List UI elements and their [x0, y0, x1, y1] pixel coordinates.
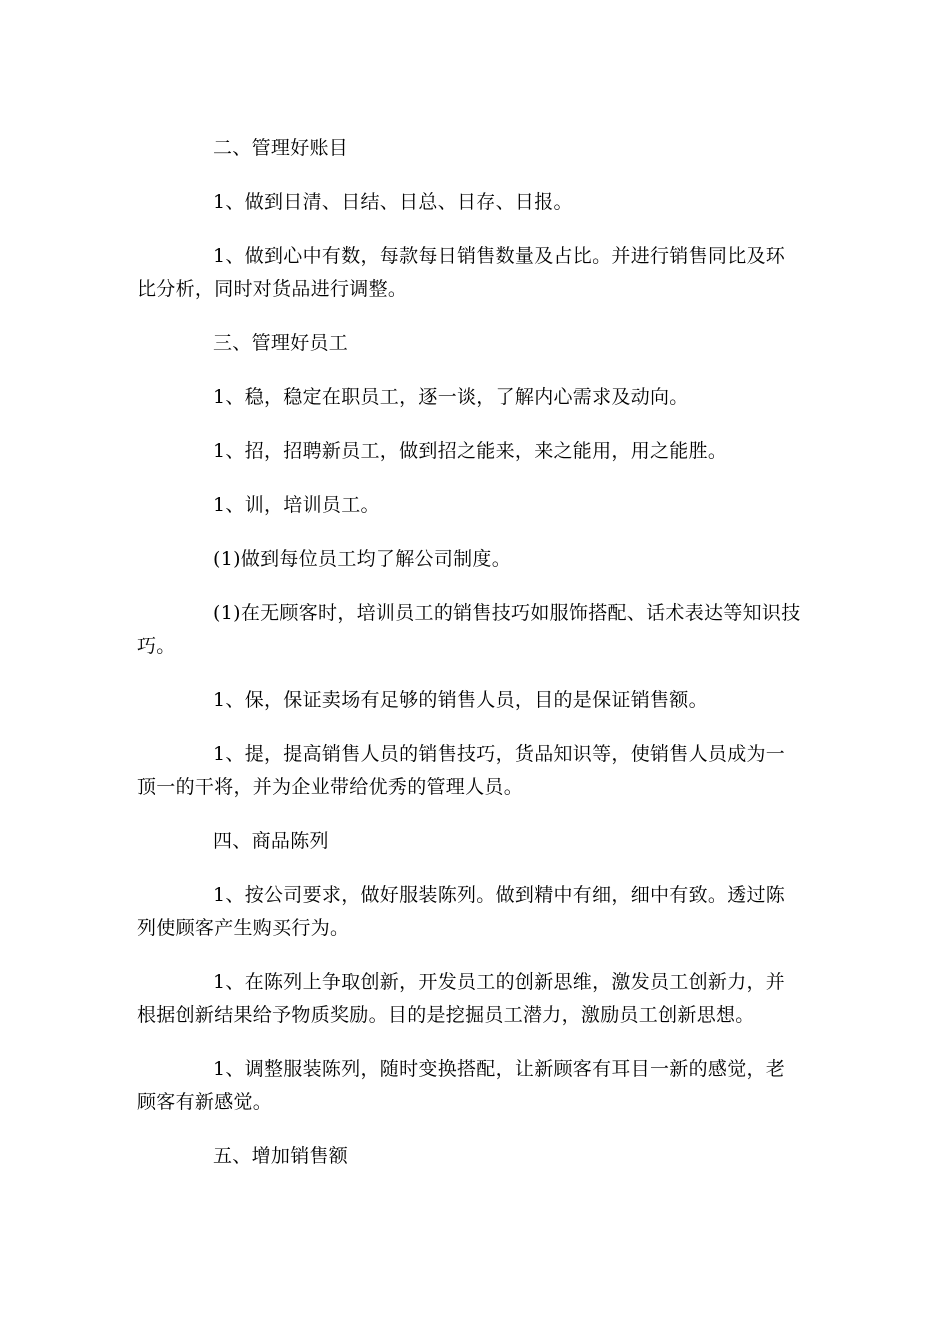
document-page	[137, 132, 803, 1194]
paragraph-sales-skills: (1)在无顾客时，培训员工的销售技巧如服饰搭配、话术表达等知识技巧。	[137, 602, 801, 657]
paragraph-display-requirements: 1、按公司要求，做好服装陈列。做到精中有细，细中有致。透过陈列使顾客产生购买行为。	[137, 884, 786, 939]
paragraph-improve-skills: 1、提，提高销售人员的销售技巧，货品知识等，使销售人员成为一顶一的干将，并为企业带给优秀的管理人员。	[137, 743, 786, 798]
paragraph-stabilize: 1、稳，稳定在职员工，逐一谈，了解内心需求及动向。	[213, 386, 689, 408]
section-heading-sales: 五、增加销售额	[213, 1145, 349, 1167]
section-heading-display: 四、商品陈列	[213, 830, 329, 852]
section-heading-accounts: 二、管理好账目	[213, 137, 349, 159]
paragraph-daily-reports: 1、做到日清、日结、日总、日存、日报。	[213, 191, 573, 213]
paragraph-company-rules: (1)做到每位员工均了解公司制度。	[213, 548, 512, 570]
paragraph-sales-analysis: 1、做到心中有数，每款每日销售数量及占比。并进行销售同比及环比分析，同时对货品进行调整。	[137, 245, 786, 300]
paragraph-ensure-staffing: 1、保，保证卖场有足够的销售人员，目的是保证销售额。	[213, 689, 708, 711]
paragraph-recruit: 1、招，招聘新员工，做到招之能来，来之能用，用之能胜。	[213, 440, 728, 462]
paragraph-train: 1、训，培训员工。	[213, 494, 380, 516]
paragraph-adjust-display: 1、调整服装陈列，随时变换搭配，让新顾客有耳目一新的感觉，老顾客有新感觉。	[137, 1058, 786, 1113]
section-heading-staff: 三、管理好员工	[213, 332, 349, 354]
paragraph-display-innovation: 1、在陈列上争取创新，开发员工的创新思维，激发员工创新力，并根据创新结果给予物质奖励。目的是挖掘员工潜力，激励员工创新思想。	[137, 971, 786, 1026]
